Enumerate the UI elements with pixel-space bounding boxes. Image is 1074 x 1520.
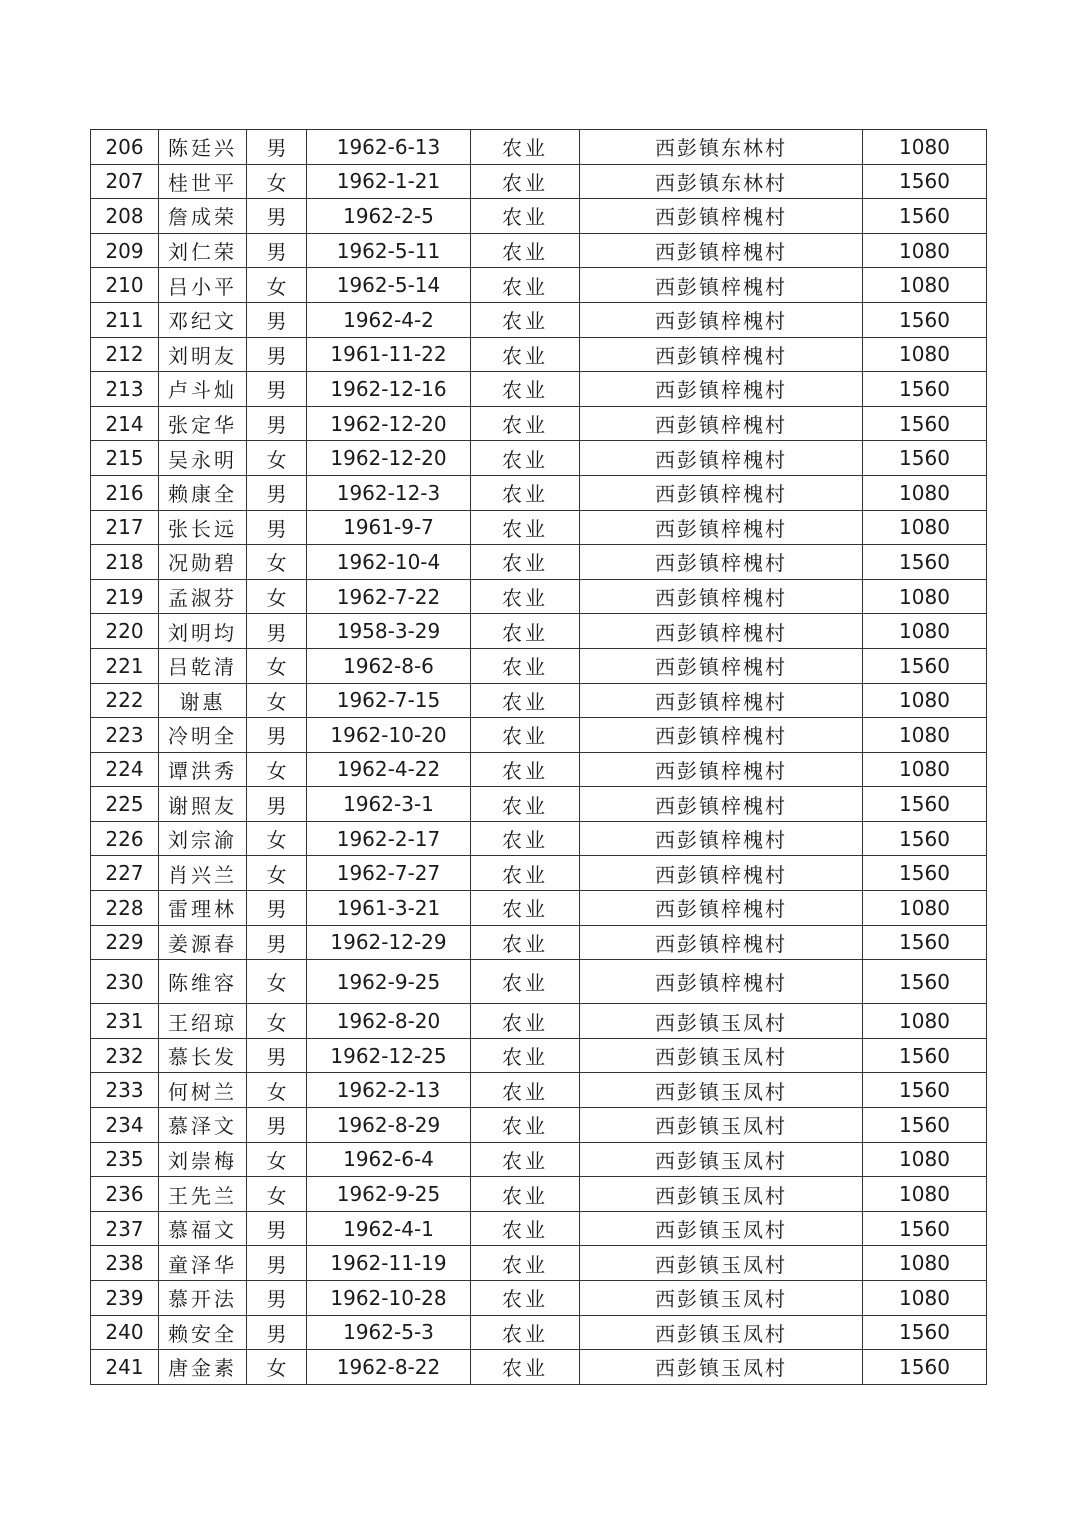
table-row [91,960,987,1004]
occupation-cell: 农业 [471,1177,580,1212]
table-row [91,648,987,683]
gender-cell: 女 [247,1142,307,1177]
name-cell: 何树兰 [159,1073,247,1108]
occupation-cell: 农业 [471,856,580,891]
table-row [91,718,987,753]
address-cell: 西彭镇梓槐村 [580,372,863,407]
row-number-cell: 210 [91,268,159,303]
address-cell: 西彭镇梓槐村 [580,441,863,476]
name-cell: 慕长发 [159,1038,247,1073]
row-number-cell: 208 [91,199,159,234]
table-row [91,1177,987,1212]
amount-cell: 1560 [863,960,987,1004]
gender-cell: 男 [247,925,307,960]
birth-date-cell: 1962-11-19 [307,1246,471,1281]
name-cell: 童泽华 [159,1246,247,1281]
address-cell: 西彭镇梓槐村 [580,545,863,580]
table-row [91,1350,987,1385]
occupation-cell: 农业 [471,821,580,856]
row-number-cell: 215 [91,441,159,476]
address-cell: 西彭镇梓槐村 [580,752,863,787]
table-row [91,233,987,268]
table-row [91,545,987,580]
amount-cell: 1560 [863,821,987,856]
name-cell: 谢照友 [159,787,247,822]
name-cell: 王先兰 [159,1177,247,1212]
row-number-cell: 233 [91,1073,159,1108]
occupation-cell: 农业 [471,1281,580,1316]
birth-date-cell: 1962-6-4 [307,1142,471,1177]
address-cell: 西彭镇梓槐村 [580,856,863,891]
table-row [91,372,987,407]
address-cell: 西彭镇梓槐村 [580,268,863,303]
amount-cell: 1080 [863,1004,987,1039]
address-cell: 西彭镇梓槐村 [580,233,863,268]
address-cell: 西彭镇梓槐村 [580,406,863,441]
birth-date-cell: 1962-4-2 [307,302,471,337]
table-row [91,302,987,337]
name-cell: 陈维容 [159,960,247,1004]
amount-cell: 1080 [863,510,987,545]
birth-date-cell: 1962-10-4 [307,545,471,580]
row-number-cell: 228 [91,891,159,926]
table-row [91,164,987,199]
birth-date-cell: 1962-3-1 [307,787,471,822]
table-row [91,441,987,476]
birth-date-cell: 1962-5-11 [307,233,471,268]
birth-date-cell: 1962-7-22 [307,579,471,614]
table-row [91,1246,987,1281]
amount-cell: 1080 [863,718,987,753]
row-number-cell: 234 [91,1108,159,1143]
table-row [91,475,987,510]
gender-cell: 女 [247,1177,307,1212]
name-cell: 张定华 [159,406,247,441]
gender-cell: 女 [247,960,307,1004]
occupation-cell: 农业 [471,648,580,683]
name-cell: 刘崇梅 [159,1142,247,1177]
birth-date-cell: 1961-9-7 [307,510,471,545]
amount-cell: 1560 [863,1108,987,1143]
occupation-cell: 农业 [471,1142,580,1177]
occupation-cell: 农业 [471,441,580,476]
birth-date-cell: 1962-12-20 [307,406,471,441]
address-cell: 西彭镇梓槐村 [580,787,863,822]
amount-cell: 1560 [863,164,987,199]
amount-cell: 1560 [863,648,987,683]
gender-cell: 男 [247,372,307,407]
amount-cell: 1560 [863,1350,987,1385]
table-row [91,199,987,234]
name-cell: 况勋碧 [159,545,247,580]
birth-date-cell: 1962-10-28 [307,1281,471,1316]
table-row [91,268,987,303]
gender-cell: 男 [247,891,307,926]
occupation-cell: 农业 [471,130,580,165]
address-cell: 西彭镇玉凤村 [580,1246,863,1281]
table-row [91,579,987,614]
amount-cell: 1560 [863,856,987,891]
name-cell: 赖康全 [159,475,247,510]
amount-cell: 1080 [863,233,987,268]
row-number-cell: 211 [91,302,159,337]
gender-cell: 男 [247,510,307,545]
gender-cell: 女 [247,752,307,787]
amount-cell: 1080 [863,1177,987,1212]
name-cell: 唐金素 [159,1350,247,1385]
amount-cell: 1560 [863,787,987,822]
address-cell: 西彭镇玉凤村 [580,1315,863,1350]
address-cell: 西彭镇梓槐村 [580,337,863,372]
row-number-cell: 225 [91,787,159,822]
row-number-cell: 222 [91,683,159,718]
name-cell: 刘明均 [159,614,247,649]
gender-cell: 男 [247,130,307,165]
birth-date-cell: 1962-4-1 [307,1211,471,1246]
amount-cell: 1560 [863,1038,987,1073]
row-number-cell: 209 [91,233,159,268]
gender-cell: 女 [247,856,307,891]
table-row [91,130,987,165]
name-cell: 慕泽文 [159,1108,247,1143]
gender-cell: 男 [247,1315,307,1350]
birth-date-cell: 1961-11-22 [307,337,471,372]
birth-date-cell: 1961-3-21 [307,891,471,926]
address-cell: 西彭镇梓槐村 [580,960,863,1004]
amount-cell: 1560 [863,1315,987,1350]
occupation-cell: 农业 [471,372,580,407]
address-cell: 西彭镇梓槐村 [580,199,863,234]
birth-date-cell: 1962-12-16 [307,372,471,407]
row-number-cell: 235 [91,1142,159,1177]
occupation-cell: 农业 [471,475,580,510]
table-row [91,1004,987,1039]
address-cell: 西彭镇梓槐村 [580,718,863,753]
gender-cell: 女 [247,164,307,199]
amount-cell: 1080 [863,1142,987,1177]
row-number-cell: 212 [91,337,159,372]
row-number-cell: 232 [91,1038,159,1073]
table-row [91,683,987,718]
name-cell: 谢惠 [159,683,247,718]
occupation-cell: 农业 [471,1246,580,1281]
row-number-cell: 216 [91,475,159,510]
gender-cell: 男 [247,1038,307,1073]
row-number-cell: 229 [91,925,159,960]
row-number-cell: 226 [91,821,159,856]
row-number-cell: 223 [91,718,159,753]
occupation-cell: 农业 [471,268,580,303]
table-row [91,406,987,441]
row-number-cell: 237 [91,1211,159,1246]
name-cell: 王绍琼 [159,1004,247,1039]
amount-cell: 1560 [863,925,987,960]
table-row [91,1108,987,1143]
gender-cell: 男 [247,614,307,649]
gender-cell: 女 [247,1073,307,1108]
occupation-cell: 农业 [471,1350,580,1385]
birth-date-cell: 1962-12-25 [307,1038,471,1073]
name-cell: 吕小平 [159,268,247,303]
amount-cell: 1560 [863,406,987,441]
gender-cell: 男 [247,475,307,510]
birth-date-cell: 1962-8-20 [307,1004,471,1039]
address-cell: 西彭镇玉凤村 [580,1177,863,1212]
table-row [91,891,987,926]
table-row [91,614,987,649]
occupation-cell: 农业 [471,164,580,199]
amount-cell: 1080 [863,683,987,718]
gender-cell: 男 [247,1246,307,1281]
birth-date-cell: 1962-2-17 [307,821,471,856]
gender-cell: 男 [247,1108,307,1143]
row-number-cell: 217 [91,510,159,545]
occupation-cell: 农业 [471,718,580,753]
address-cell: 西彭镇玉凤村 [580,1350,863,1385]
address-cell: 西彭镇东林村 [580,130,863,165]
name-cell: 吕乾清 [159,648,247,683]
gender-cell: 男 [247,718,307,753]
row-number-cell: 224 [91,752,159,787]
birth-date-cell: 1962-6-13 [307,130,471,165]
name-cell: 卢斗灿 [159,372,247,407]
table-row [91,1038,987,1073]
amount-cell: 1080 [863,1281,987,1316]
birth-date-cell: 1962-1-21 [307,164,471,199]
address-cell: 西彭镇玉凤村 [580,1108,863,1143]
occupation-cell: 农业 [471,510,580,545]
row-number-cell: 231 [91,1004,159,1039]
table-row [91,1315,987,1350]
address-cell: 西彭镇梓槐村 [580,614,863,649]
gender-cell: 男 [247,233,307,268]
address-cell: 西彭镇玉凤村 [580,1142,863,1177]
amount-cell: 1080 [863,475,987,510]
name-cell: 赖安全 [159,1315,247,1350]
row-number-cell: 240 [91,1315,159,1350]
name-cell: 刘仁荣 [159,233,247,268]
amount-cell: 1080 [863,579,987,614]
roster-body [91,130,987,1385]
table-row [91,1281,987,1316]
amount-cell: 1080 [863,130,987,165]
address-cell: 西彭镇梓槐村 [580,821,863,856]
name-cell: 谭洪秀 [159,752,247,787]
amount-cell: 1080 [863,752,987,787]
address-cell: 西彭镇梓槐村 [580,475,863,510]
birth-date-cell: 1962-8-29 [307,1108,471,1143]
occupation-cell: 农业 [471,579,580,614]
gender-cell: 女 [247,268,307,303]
gender-cell: 男 [247,787,307,822]
table-row [91,1073,987,1108]
occupation-cell: 农业 [471,614,580,649]
gender-cell: 女 [247,579,307,614]
amount-cell: 1560 [863,199,987,234]
occupation-cell: 农业 [471,1038,580,1073]
table-row [91,510,987,545]
name-cell: 孟淑芬 [159,579,247,614]
gender-cell: 女 [247,821,307,856]
birth-date-cell: 1962-7-15 [307,683,471,718]
name-cell: 肖兴兰 [159,856,247,891]
occupation-cell: 农业 [471,302,580,337]
name-cell: 姜源春 [159,925,247,960]
birth-date-cell: 1962-8-22 [307,1350,471,1385]
row-number-cell: 219 [91,579,159,614]
gender-cell: 男 [247,1281,307,1316]
address-cell: 西彭镇梓槐村 [580,302,863,337]
name-cell: 刘宗渝 [159,821,247,856]
amount-cell: 1560 [863,1211,987,1246]
amount-cell: 1560 [863,545,987,580]
gender-cell: 男 [247,1211,307,1246]
address-cell: 西彭镇玉凤村 [580,1211,863,1246]
row-number-cell: 230 [91,960,159,1004]
birth-date-cell: 1962-12-20 [307,441,471,476]
address-cell: 西彭镇梓槐村 [580,925,863,960]
occupation-cell: 农业 [471,1315,580,1350]
address-cell: 西彭镇梓槐村 [580,648,863,683]
occupation-cell: 农业 [471,199,580,234]
birth-date-cell: 1962-4-22 [307,752,471,787]
amount-cell: 1560 [863,1073,987,1108]
address-cell: 西彭镇玉凤村 [580,1073,863,1108]
table-row [91,856,987,891]
occupation-cell: 农业 [471,891,580,926]
birth-date-cell: 1962-5-14 [307,268,471,303]
table-row [91,337,987,372]
row-number-cell: 236 [91,1177,159,1212]
row-number-cell: 221 [91,648,159,683]
birth-date-cell: 1962-12-29 [307,925,471,960]
address-cell: 西彭镇梓槐村 [580,683,863,718]
amount-cell: 1080 [863,891,987,926]
gender-cell: 男 [247,199,307,234]
row-number-cell: 239 [91,1281,159,1316]
occupation-cell: 农业 [471,406,580,441]
birth-date-cell: 1962-2-5 [307,199,471,234]
occupation-cell: 农业 [471,233,580,268]
birth-date-cell: 1962-9-25 [307,960,471,1004]
address-cell: 西彭镇玉凤村 [580,1004,863,1039]
table-row [91,821,987,856]
birth-date-cell: 1958-3-29 [307,614,471,649]
gender-cell: 男 [247,302,307,337]
row-number-cell: 206 [91,130,159,165]
occupation-cell: 农业 [471,1108,580,1143]
occupation-cell: 农业 [471,960,580,1004]
occupation-cell: 农业 [471,1004,580,1039]
name-cell: 陈廷兴 [159,130,247,165]
birth-date-cell: 1962-12-3 [307,475,471,510]
row-number-cell: 241 [91,1350,159,1385]
table-row [91,787,987,822]
birth-date-cell: 1962-9-25 [307,1177,471,1212]
name-cell: 慕开法 [159,1281,247,1316]
row-number-cell: 238 [91,1246,159,1281]
address-cell: 西彭镇梓槐村 [580,510,863,545]
occupation-cell: 农业 [471,752,580,787]
gender-cell: 男 [247,406,307,441]
name-cell: 詹成荣 [159,199,247,234]
address-cell: 西彭镇梓槐村 [580,579,863,614]
table-row [91,925,987,960]
amount-cell: 1080 [863,1246,987,1281]
gender-cell: 女 [247,441,307,476]
name-cell: 冷明全 [159,718,247,753]
occupation-cell: 农业 [471,1211,580,1246]
amount-cell: 1560 [863,372,987,407]
name-cell: 慕福文 [159,1211,247,1246]
row-number-cell: 227 [91,856,159,891]
name-cell: 吴永明 [159,441,247,476]
table-row [91,1142,987,1177]
occupation-cell: 农业 [471,787,580,822]
gender-cell: 女 [247,1350,307,1385]
amount-cell: 1080 [863,614,987,649]
row-number-cell: 207 [91,164,159,199]
table-row [91,1211,987,1246]
row-number-cell: 213 [91,372,159,407]
occupation-cell: 农业 [471,925,580,960]
row-number-cell: 220 [91,614,159,649]
address-cell: 西彭镇东林村 [580,164,863,199]
row-number-cell: 218 [91,545,159,580]
occupation-cell: 农业 [471,683,580,718]
name-cell: 刘明友 [159,337,247,372]
occupation-cell: 农业 [471,337,580,372]
address-cell: 西彭镇玉凤村 [580,1281,863,1316]
occupation-cell: 农业 [471,545,580,580]
name-cell: 桂世平 [159,164,247,199]
name-cell: 邓纪文 [159,302,247,337]
birth-date-cell: 1962-10-20 [307,718,471,753]
birth-date-cell: 1962-2-13 [307,1073,471,1108]
gender-cell: 女 [247,683,307,718]
gender-cell: 男 [247,337,307,372]
name-cell: 雷理林 [159,891,247,926]
amount-cell: 1560 [863,302,987,337]
amount-cell: 1560 [863,441,987,476]
row-number-cell: 214 [91,406,159,441]
roster-table [90,129,987,1385]
amount-cell: 1080 [863,268,987,303]
occupation-cell: 农业 [471,1073,580,1108]
name-cell: 张长远 [159,510,247,545]
table-row [91,752,987,787]
gender-cell: 女 [247,648,307,683]
birth-date-cell: 1962-8-6 [307,648,471,683]
gender-cell: 女 [247,1004,307,1039]
gender-cell: 女 [247,545,307,580]
address-cell: 西彭镇梓槐村 [580,891,863,926]
birth-date-cell: 1962-5-3 [307,1315,471,1350]
birth-date-cell: 1962-7-27 [307,856,471,891]
amount-cell: 1080 [863,337,987,372]
address-cell: 西彭镇玉凤村 [580,1038,863,1073]
